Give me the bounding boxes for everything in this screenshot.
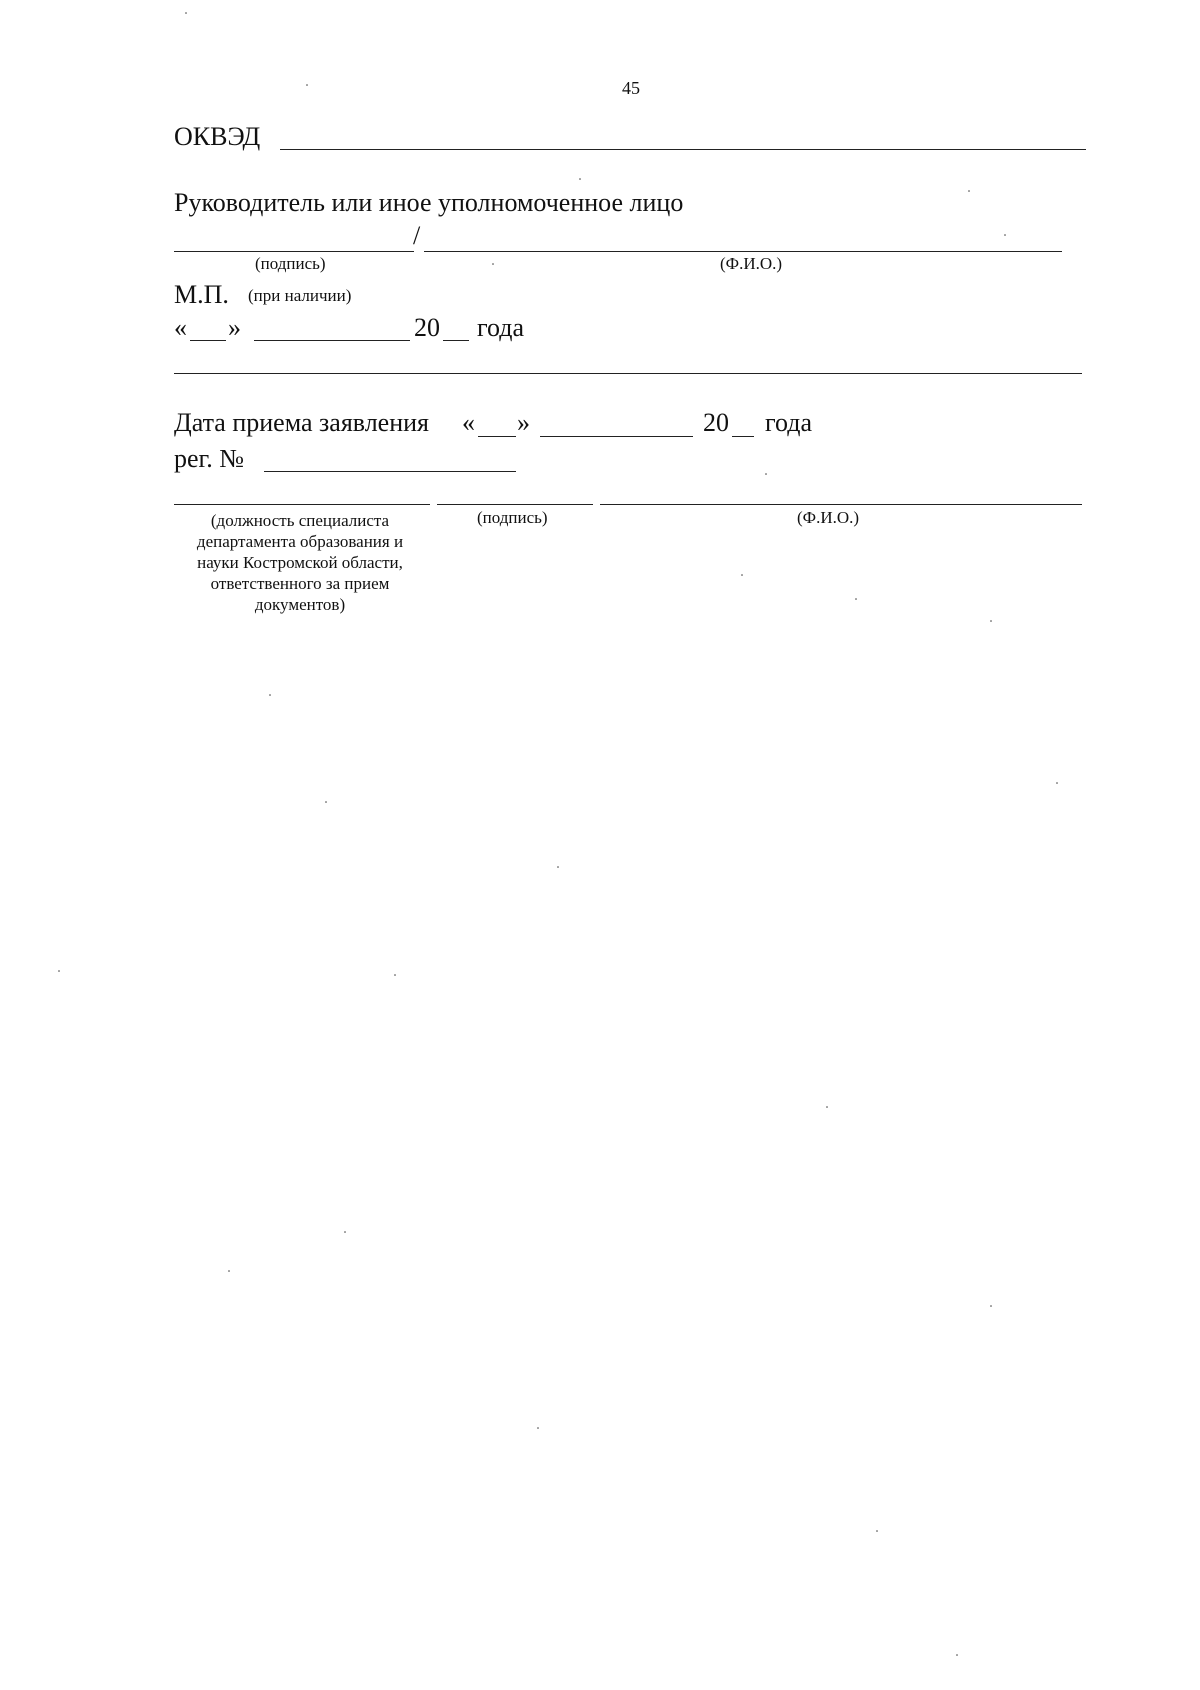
scan-speck [990,1305,992,1307]
specialist-signature-caption: (подпись) [477,508,548,527]
reg-number-label: рег. № [174,444,245,473]
stamp-note: (при наличии) [248,286,352,305]
reception-date-month-line[interactable] [540,436,693,437]
section-divider [174,373,1082,374]
specialist-position-line[interactable] [174,504,430,505]
scan-speck [826,1106,828,1108]
scan-speck [1056,782,1058,784]
head-date-close-quote: » [228,313,241,342]
scan-speck [325,801,327,803]
reception-date-open-quote: « [462,408,475,437]
scan-speck [579,178,581,180]
head-date-year-suffix: года [477,313,525,342]
scan-speck [306,84,308,86]
scan-speck [228,1270,230,1272]
reg-number-line[interactable] [264,471,516,472]
specialist-fio-line[interactable] [600,504,1082,505]
signature-separator: / [413,221,421,250]
specialist-position-caption: (должность специалиста департамента образования и науки Костромской области, ответственного за прием документов) [196,511,404,614]
reception-date-year-line[interactable] [732,436,754,437]
reception-date-label: Дата приема заявления [174,408,430,437]
okved-field-line[interactable] [280,149,1086,150]
head-date-month-line[interactable] [254,340,410,341]
scan-speck [344,1231,346,1233]
scan-speck [956,1654,958,1656]
scan-speck [185,12,187,14]
okved-label: ОКВЭД [174,122,261,151]
scan-speck [537,1427,539,1429]
scan-speck [557,866,559,868]
scan-speck [765,473,767,475]
reception-date-year-suffix: года [765,408,813,437]
head-signature-caption: (подпись) [255,254,326,273]
scan-speck [492,263,494,265]
scan-speck [741,574,743,576]
head-date-year-line[interactable] [443,340,469,341]
specialist-fio-caption: (Ф.И.О.) [797,508,860,527]
head-fio-line[interactable] [424,251,1062,252]
scan-speck [1004,234,1006,236]
head-signature-line[interactable] [174,251,414,252]
head-signature-title: Руководитель или иное уполномоченное лицо [174,188,684,217]
scan-speck [394,974,396,976]
reception-date-day-line[interactable] [478,436,516,437]
page-number: 45 [622,78,640,98]
head-date-open-quote: « [174,313,187,342]
scan-speck [58,970,60,972]
scan-speck [855,598,857,600]
scan-speck [269,694,271,696]
reception-date-year-prefix: 20 [703,408,729,437]
scan-speck [876,1530,878,1532]
head-fio-caption: (Ф.И.О.) [720,254,783,273]
stamp-label: М.П. [174,280,229,309]
head-date-year-prefix: 20 [414,313,440,342]
scan-speck [968,190,970,192]
reception-date-close-quote: » [517,408,530,437]
scan-speck [990,620,992,622]
head-date-day-line[interactable] [190,340,226,341]
specialist-signature-line[interactable] [437,504,593,505]
